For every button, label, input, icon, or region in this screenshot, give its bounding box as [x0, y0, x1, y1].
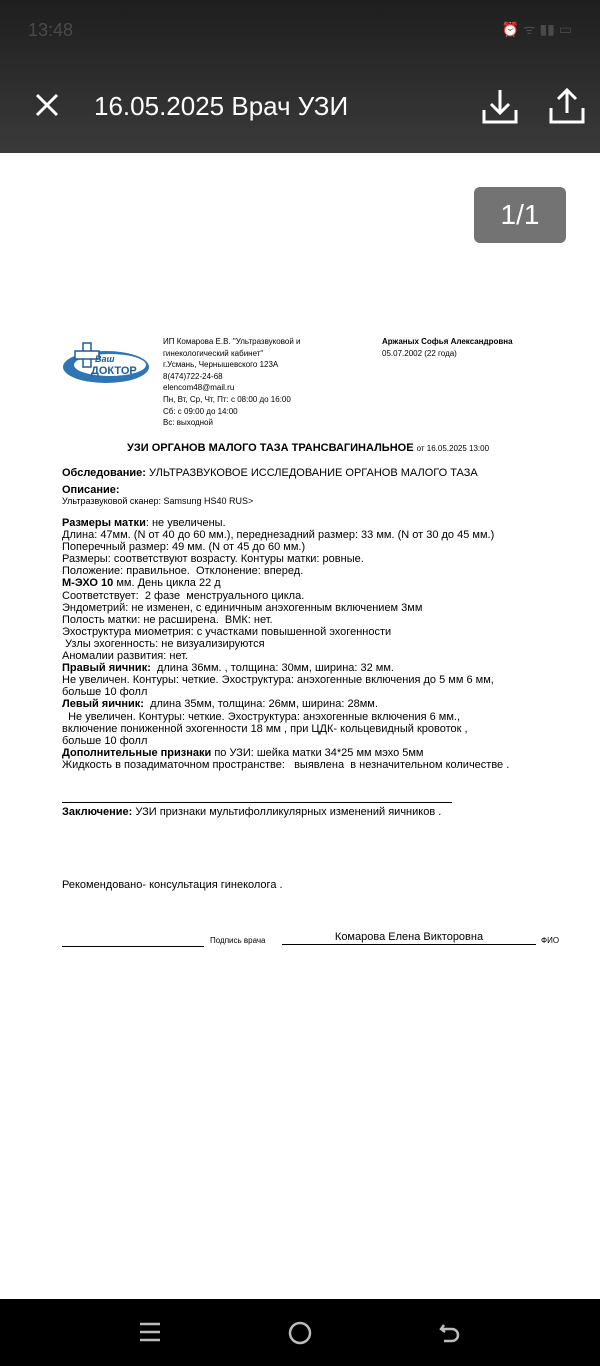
report-line-text: Эндометрий: не изменен, с единичным анэхогенным включением 3мм: [62, 601, 423, 614]
report-line-text: Соответствует: 2 фазе менструального цикла.: [62, 589, 305, 602]
report-line: [62, 698, 509, 710]
clinic-line: 8(474)722-24-68: [163, 371, 223, 381]
report-line: [62, 565, 509, 577]
report-line: [62, 553, 509, 565]
report-line-text: : не увеличены.: [145, 517, 226, 529]
description-label: Описание:: [62, 484, 120, 496]
report-line-text: включение пониженной эхогенности 18 мм , при ЦДК- кольцевидный кровоток ,: [62, 722, 468, 735]
scanner-info: Ультразвуковой сканер: Samsung HS40 RUS>: [62, 496, 254, 506]
report-line-text: Положение: правильное. Отклонение: вперед.: [62, 565, 304, 578]
share-button[interactable]: [548, 86, 586, 126]
report-line: [62, 614, 509, 626]
page-indicator: 1/1: [474, 187, 566, 243]
report-line: [62, 662, 509, 674]
fio-label: ФИО: [541, 936, 560, 945]
report-line-text: длина 35мм, толщина: 26мм, ширина: 28мм.: [143, 698, 378, 711]
report-heading-title: УЗИ ОРГАНОВ МАЛОГО ТАЗА ТРАНСВАГИНАЛЬНОЕ: [127, 442, 414, 454]
home-button[interactable]: [286, 1319, 314, 1347]
report-line: [62, 529, 509, 541]
report-heading: [127, 442, 489, 454]
download-button[interactable]: [481, 86, 519, 126]
report-line-label: Правый яичник:: [62, 662, 151, 675]
report-line-text: по УЗИ: шейка матки 34*25 мм мэхо 5мм: [211, 746, 424, 759]
close-icon: [30, 88, 64, 122]
conclusion: [62, 806, 441, 818]
clinic-line: Пн, Вт, Ср, Чт, Пт: с 08:00 до 16:00: [163, 394, 291, 404]
report-line: [62, 602, 509, 614]
report-heading-date: от 16.05.2025 13:00: [416, 444, 490, 453]
report-line-label: Левый яичник:: [62, 698, 144, 711]
report-line-text: Узлы эхогенность: не визуализируются: [62, 637, 265, 650]
report-line-text: Размеры: соответствуют возрасту. Контуры матки: ровные.: [62, 553, 364, 566]
conclusion-text: УЗИ признаки мультифолликулярных изменений яичников .: [132, 806, 442, 818]
report-line-label: Дополнительные признаки: [62, 746, 212, 759]
logo-text-top: Ваш: [95, 354, 115, 364]
clinic-line: Вс: выходной: [163, 418, 213, 428]
report-line: [62, 711, 509, 723]
report-line: [62, 674, 509, 686]
download-icon: [481, 86, 519, 126]
report-line: [62, 577, 509, 589]
report-line: [62, 747, 509, 759]
logo-text-bottom: ДОКТОР: [91, 365, 137, 377]
clinic-info: [163, 336, 300, 429]
report-line-text: Полость матки: не расширена. ВМК: нет.: [62, 613, 273, 626]
conclusion-label: Заключение:: [62, 806, 133, 818]
report-line: [62, 650, 509, 662]
report-line-text: длина 36мм. , толщина: 30мм, ширина: 32 мм.: [150, 662, 394, 675]
report-line: [62, 541, 509, 553]
report-line-text: Не увеличен. Контуры: четкие. Эхоструктура: анэхогенные включения до 5 мм 6 мм,: [62, 674, 494, 687]
system-nav-bar: [0, 1299, 600, 1366]
report-line-text: Длина: 47мм. (N от 40 до 60 мм.), переднезадний размер: 33 мм. (N от 30 до 45 мм.): [62, 529, 495, 542]
back-button[interactable]: [436, 1319, 464, 1347]
clinic-line: г.Усмань, Чернышевского 123А: [163, 360, 279, 370]
recommendation: Рекомендовано- консультация гинеколога .: [62, 879, 283, 891]
recent-apps-button[interactable]: [137, 1319, 163, 1345]
report-line: [62, 638, 509, 650]
status-icons: ⏰ ᯤ ▮▮ ▭: [501, 21, 572, 37]
report-line-label: М-ЭХО 10: [62, 577, 114, 590]
report-line: [62, 590, 509, 602]
report-line: [62, 759, 509, 771]
report-body: [62, 517, 509, 771]
report-line: [62, 686, 509, 698]
menu-icon: [137, 1319, 163, 1345]
signature-label: Подпись врача: [210, 936, 266, 945]
report-line-text: больше 10 фолл: [62, 686, 148, 699]
clinic-line: Сб: с 09:00 до 14:00: [163, 406, 238, 416]
clinic-line: гинекологический кабинет": [163, 348, 264, 358]
document-title: 16.05.2025 Врач УЗИ: [94, 91, 349, 121]
home-circle-icon: [286, 1319, 314, 1347]
signature-line: [62, 946, 204, 947]
back-arrow-icon: [436, 1319, 464, 1347]
report-line: [62, 735, 509, 747]
patient-dob: 05.07.2002 (22 года): [382, 348, 457, 358]
patient-info: [382, 336, 513, 359]
report-line: [62, 626, 509, 638]
share-icon: [548, 86, 586, 126]
report-line-text: Аномалии развития: нет.: [62, 650, 189, 663]
report-line-text: мм. День цикла 22 д: [113, 577, 221, 590]
exam-label: Обследование:: [62, 467, 146, 479]
clinic-line: elencom48@mail.ru: [163, 383, 235, 393]
divider: [62, 802, 452, 803]
report-line-text: Поперечный размер: 49 мм. (N от 45 до 60 мм.): [62, 541, 306, 554]
report-line-label: Размеры матки: [62, 517, 146, 529]
patient-name: Аржаных Софья Александровна: [382, 337, 513, 346]
clinic-logo: [62, 335, 154, 385]
close-button[interactable]: [30, 88, 64, 122]
report-line: [62, 723, 509, 735]
report-line: [62, 517, 509, 529]
status-time: 13:48: [28, 20, 74, 40]
doctor-name: Комарова Елена Викторовна: [282, 931, 536, 945]
exam-line: [62, 467, 478, 479]
exam-value: УЛЬТРАЗВУКОВОЕ ИССЛЕДОВАНИЕ ОРГАНОВ МАЛОГО ТАЗА: [148, 467, 478, 479]
report-line-text: Не увеличен. Контуры: четкие. Эхоструктура: анэхогенные включения 6 мм.,: [62, 710, 461, 723]
report-line-text: Жидкость в позадиматочном пространстве: выявлена в незначительном количестве .: [62, 758, 510, 771]
report-line-text: больше 10 фолл: [62, 734, 148, 747]
top-toolbar: [0, 0, 600, 153]
report-line-text: Эхоструктура миометрия: с участками повышенной эхогенности: [62, 625, 392, 638]
clinic-line: ИП Комарова Е.В. "Ультразвуковой и: [163, 337, 301, 346]
